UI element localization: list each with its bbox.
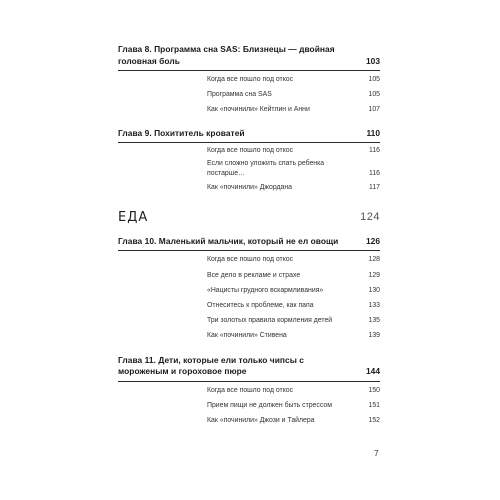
chapter-10 bbox=[118, 236, 380, 341]
chapter-rule bbox=[118, 250, 380, 251]
toc-entry bbox=[207, 146, 380, 155]
entry-title: Как «починили» Стивена bbox=[207, 332, 287, 340]
entry-page-number: 151 bbox=[368, 401, 380, 409]
chapter-8 bbox=[118, 44, 380, 115]
entry-page-number: 128 bbox=[368, 256, 380, 264]
chapter-rule bbox=[118, 381, 380, 382]
entry-title: Как «починили» Джордана bbox=[207, 183, 293, 191]
entry-page-number: 130 bbox=[368, 286, 380, 294]
entry-title: Как «починили» Кейтлин и Анни bbox=[207, 106, 310, 114]
chapter-entries bbox=[118, 386, 380, 426]
toc-entry bbox=[207, 331, 380, 340]
entry-page-number: 105 bbox=[368, 76, 380, 83]
entry-page-number: 117 bbox=[369, 183, 380, 191]
section-header bbox=[118, 210, 380, 226]
entry-title: Когда все пошло под откос bbox=[207, 386, 294, 394]
entry-page-number: 135 bbox=[368, 317, 380, 325]
chapter-title: Глава 10. Маленький мальчик, который не ел овощи bbox=[118, 235, 339, 246]
chapter-page-number: 103 bbox=[366, 55, 380, 66]
entry-page-number: 150 bbox=[368, 386, 380, 394]
entry-title: Если сложно уложить спать ребенка постарше… bbox=[207, 160, 325, 177]
toc-entry bbox=[207, 316, 380, 325]
toc-entry bbox=[207, 90, 380, 99]
toc-entry bbox=[207, 255, 380, 264]
toc-entry bbox=[207, 401, 380, 410]
chapter-entries bbox=[118, 146, 380, 192]
chapter-page-number: 144 bbox=[366, 366, 380, 377]
entry-title: Прием пищи не должен быть стрессом bbox=[207, 401, 332, 409]
entry-title: Отнеситесь к проблеме, как папа bbox=[207, 302, 314, 310]
entry-title: «Нацисты грудного вскармливания» bbox=[207, 286, 324, 294]
chapter-rule bbox=[118, 142, 380, 143]
toc-entry bbox=[207, 416, 380, 425]
toc-entry bbox=[207, 301, 380, 310]
toc-entry bbox=[207, 105, 380, 114]
toc-entry bbox=[207, 75, 380, 84]
entry-page-number: 133 bbox=[368, 302, 380, 310]
chapter-rule bbox=[118, 70, 380, 71]
entry-title: Когда все пошло под откос bbox=[207, 76, 294, 83]
entry-page-number: 152 bbox=[368, 417, 380, 425]
entry-title: Как «починили» Джози и Тайлера bbox=[207, 417, 315, 425]
entry-title: Когда все пошло под откос bbox=[207, 256, 294, 264]
entry-page-number: 116 bbox=[369, 169, 380, 177]
toc-entry bbox=[207, 386, 380, 395]
entry-title: Программа сна SAS bbox=[207, 91, 272, 99]
entry-title: Все дело в рекламе и страхе bbox=[207, 271, 301, 279]
page-number: 7 bbox=[374, 448, 379, 458]
entry-page-number: 116 bbox=[369, 147, 380, 155]
chapter-title: Глава 11. Дети, которые ели только чипсы с мороженым и гороховое пюре bbox=[118, 354, 305, 377]
chapter-page-number: 126 bbox=[366, 235, 380, 246]
toc-entry bbox=[207, 159, 380, 177]
toc-entry bbox=[207, 183, 380, 192]
entry-page-number: 105 bbox=[368, 91, 380, 99]
toc-entry bbox=[207, 286, 380, 295]
section-page-number: 124 bbox=[360, 210, 380, 223]
chapter-entries bbox=[118, 255, 380, 340]
chapter-entries bbox=[118, 75, 380, 115]
entry-title: Три золотых правила кормления детей bbox=[207, 317, 333, 325]
toc-entry bbox=[207, 271, 380, 280]
section-title: ЕДА bbox=[118, 209, 149, 225]
table-of-contents bbox=[118, 44, 380, 425]
entry-page-number: 129 bbox=[368, 271, 380, 279]
entry-page-number: 139 bbox=[368, 332, 380, 340]
chapter-title: Глава 8. Программа сна SAS: Близнецы — двойная головная боль bbox=[118, 44, 335, 66]
chapter-11 bbox=[118, 355, 380, 426]
entry-page-number: 107 bbox=[368, 106, 380, 114]
chapter-page-number: 110 bbox=[366, 127, 380, 138]
chapter-title: Глава 9. Похититель кроватей bbox=[118, 127, 245, 138]
entry-title: Когда все пошло под откос bbox=[207, 147, 294, 155]
chapter-9 bbox=[118, 128, 380, 192]
